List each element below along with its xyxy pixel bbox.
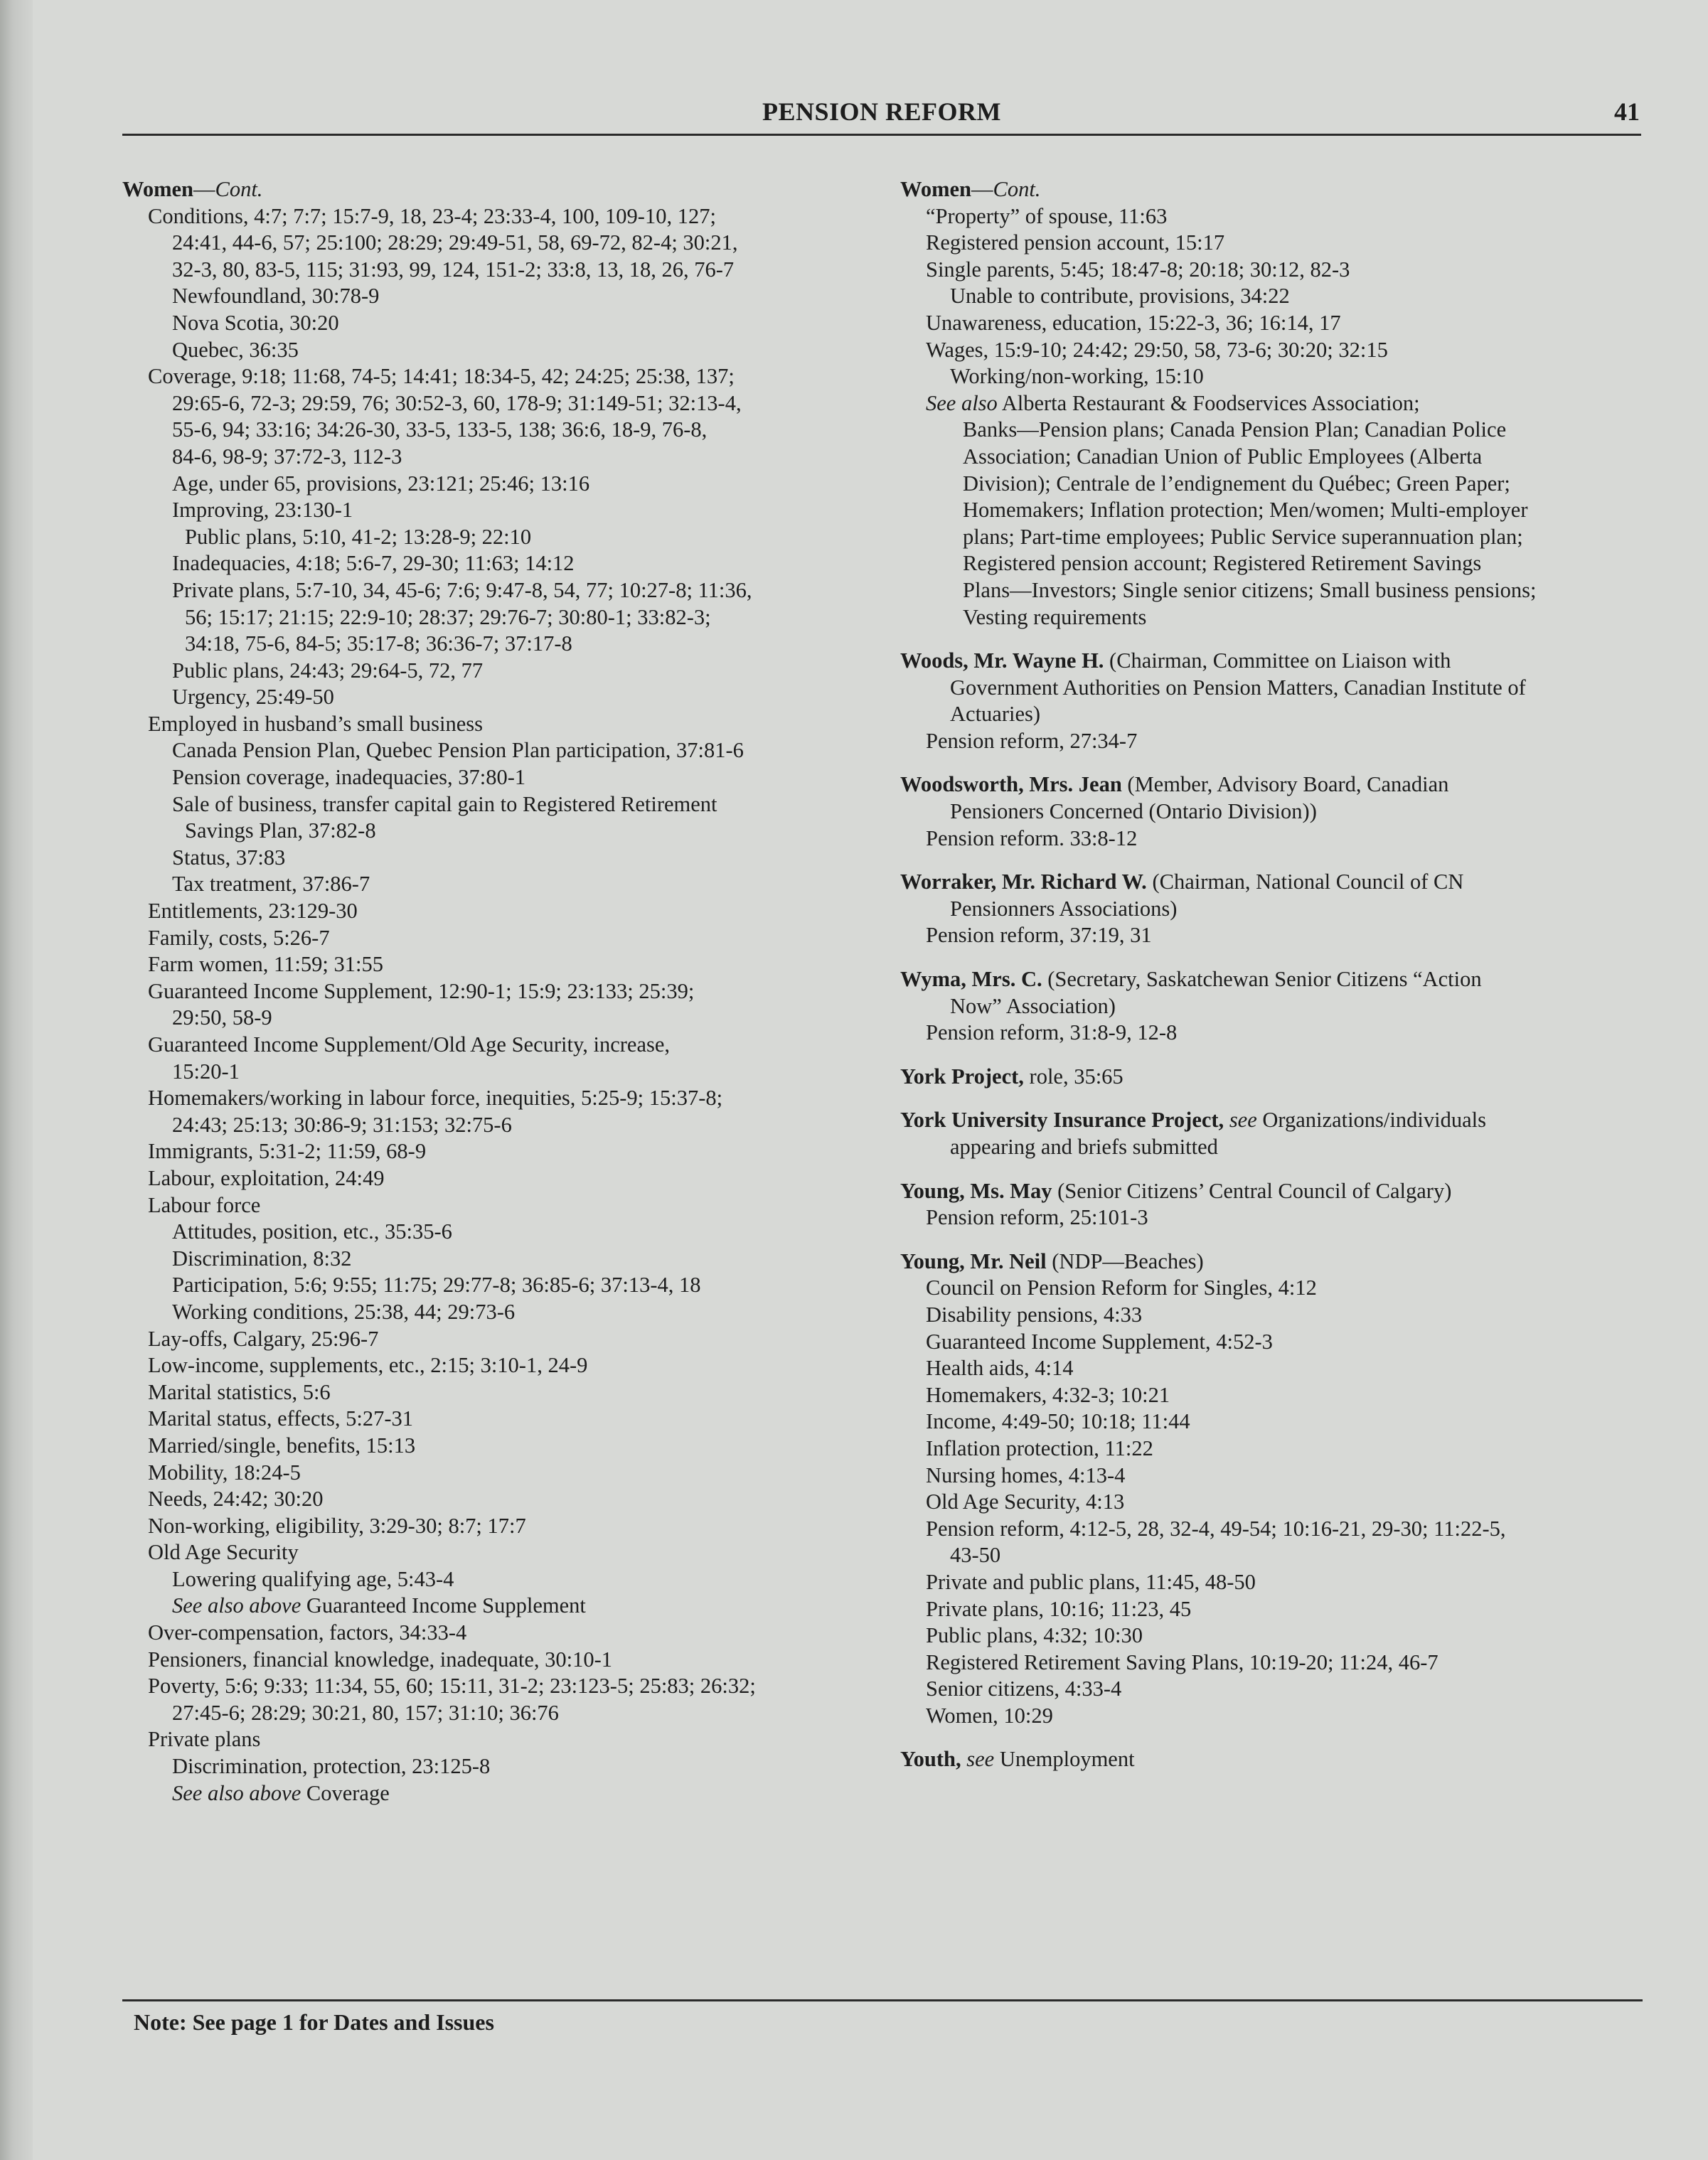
entry-text: Tax treatment, 37:86-7 bbox=[172, 872, 370, 897]
entry-text: Lowering qualifying age, 5:43-4 bbox=[172, 1566, 454, 1591]
index-subentry-line bbox=[900, 1408, 1647, 1435]
index-subentry-line bbox=[122, 737, 883, 764]
index-subentry-line bbox=[122, 658, 883, 685]
entry-text: Pension coverage, inadequacies, 37:80-1 bbox=[172, 765, 526, 790]
index-subentry-line bbox=[122, 1486, 883, 1513]
entry-text: 55-6, 94; 33:16; 34:26-30, 33-5, 133-5, 138; 36:6, 18-9, 76-8, bbox=[172, 417, 708, 442]
entry-gap bbox=[900, 1161, 1647, 1178]
index-subentry-line bbox=[900, 283, 1647, 310]
entry-text: Private plans bbox=[148, 1727, 261, 1752]
entry-gap bbox=[900, 949, 1647, 966]
index-subentry-line bbox=[122, 1700, 883, 1727]
index-subentry-line bbox=[122, 925, 883, 952]
entry-text: Homemakers; Inflation protection; Men/women; Multi-employer bbox=[963, 498, 1528, 523]
entry-text: 27:45-6; 28:29; 30:21, 80, 157; 31:10; 36:76 bbox=[172, 1700, 559, 1725]
entry-gap bbox=[900, 1090, 1647, 1107]
entry-text: Homemakers, 4:32-3; 10:21 bbox=[926, 1382, 1170, 1407]
entry-text: 34:18, 75-6, 84-5; 35:17-8; 36:36-7; 37:17-8 bbox=[185, 631, 572, 656]
entry-text: Status, 37:83 bbox=[172, 845, 286, 870]
index-subentry-line bbox=[900, 1489, 1647, 1516]
entry-text: Banks—Pension plans; Canada Pension Plan; Canadian Police bbox=[963, 417, 1507, 442]
entry-text: Organizations/individuals bbox=[1256, 1108, 1486, 1133]
entry-heading: Woodsworth, Mrs. Jean bbox=[900, 772, 1122, 797]
entry-text: Over-compensation, factors, 34:33-4 bbox=[148, 1620, 467, 1645]
index-subentry-line bbox=[122, 1566, 883, 1593]
entry-text: Labour force bbox=[148, 1192, 261, 1217]
page-number: 41 bbox=[1614, 97, 1640, 126]
entry-heading: Wyma, Mrs. C. bbox=[900, 967, 1042, 992]
index-subentry-line bbox=[900, 1435, 1647, 1463]
entry-gap bbox=[900, 631, 1647, 648]
entry-text: Old Age Security, 4:13 bbox=[926, 1490, 1125, 1514]
index-subentry-line bbox=[900, 675, 1647, 702]
entry-text: Unawareness, education, 15:22-3, 36; 16:14, 17 bbox=[926, 310, 1341, 335]
index-subentry-line bbox=[900, 363, 1647, 390]
index-subentry-line bbox=[122, 390, 883, 417]
index-subentry-line bbox=[122, 283, 883, 310]
entry-text: Immigrants, 5:31-2; 11:59, 68-9 bbox=[148, 1139, 427, 1164]
entry-text: Registered pension account, 15:17 bbox=[926, 230, 1225, 255]
entry-text: role, 35:65 bbox=[1023, 1064, 1123, 1089]
index-subentry-line bbox=[900, 1382, 1647, 1409]
index-subentry-line bbox=[122, 1780, 883, 1807]
index-subentry-line bbox=[122, 444, 883, 471]
entry-gap bbox=[900, 852, 1647, 869]
entry-text: Registered pension account; Registered Retirement Savings bbox=[963, 551, 1482, 576]
entry-text: Single parents, 5:45; 18:47-8; 20:18; 30:12, 82-3 bbox=[926, 257, 1350, 282]
entry-text: Working/non-working, 15:10 bbox=[950, 364, 1204, 389]
entry-text: (Senior Citizens’ Central Council of Calgary) bbox=[1052, 1178, 1452, 1203]
entry-text: Lay-offs, Calgary, 25:96-7 bbox=[148, 1326, 379, 1351]
index-subentry-line bbox=[900, 550, 1647, 577]
entry-text: Income, 4:49-50; 10:18; 11:44 bbox=[926, 1409, 1190, 1434]
index-subentry-line bbox=[900, 203, 1647, 230]
entry-text: Unable to contribute, provisions, 34:22 bbox=[950, 284, 1290, 309]
entry-heading: Women bbox=[900, 177, 971, 201]
entry-gap bbox=[900, 1729, 1647, 1746]
entry-text: Registered Retirement Saving Plans, 10:19-20; 11:24, 46-7 bbox=[926, 1650, 1439, 1674]
entry-text: Health aids, 4:14 bbox=[926, 1356, 1074, 1381]
entry-text: 84-6, 98-9; 37:72-3, 112-3 bbox=[172, 444, 402, 469]
index-subentry-line bbox=[122, 497, 883, 524]
entry-text: Marital status, effects, 5:27-31 bbox=[148, 1406, 413, 1431]
entry-text: Non-working, eligibility, 3:29-30; 8:7; 17:7 bbox=[148, 1513, 526, 1538]
entry-text: Government Authorities on Pension Matters, Canadian Institute of bbox=[950, 675, 1526, 700]
entry-text: — bbox=[971, 177, 993, 201]
index-subentry-line bbox=[900, 1204, 1647, 1231]
entry-text: 43-50 bbox=[950, 1543, 1001, 1568]
index-subentry-line bbox=[122, 898, 883, 925]
entry-text: Discrimination, protection, 23:125-8 bbox=[172, 1754, 491, 1779]
index-subentry-line bbox=[122, 524, 883, 551]
entry-heading: Youth, bbox=[900, 1747, 961, 1772]
index-subentry-line bbox=[122, 1753, 883, 1780]
entry-text: Vesting requirements bbox=[963, 604, 1147, 629]
entry-text: Council on Pension Reform for Singles, 4:12 bbox=[926, 1276, 1317, 1300]
entry-text: Pension reform. 33:8-12 bbox=[926, 825, 1138, 850]
entry-text: Low-income, supplements, etc., 2:15; 3:10-1, 24-9 bbox=[148, 1353, 588, 1378]
index-subentry-line bbox=[900, 825, 1647, 852]
entry-heading: York Project, bbox=[900, 1064, 1024, 1089]
index-subentry-line bbox=[900, 497, 1647, 524]
entry-text: Unemployment bbox=[994, 1747, 1135, 1772]
entry-heading: Woods, Mr. Wayne H. bbox=[900, 648, 1104, 673]
entry-text: Pension reform, 25:101-3 bbox=[926, 1205, 1148, 1230]
entry-text: Homemakers/working in labour force, inequities, 5:25-9; 15:37-8; bbox=[148, 1086, 723, 1111]
entry-text: Plans—Investors; Single senior citizens; Small business pensions; bbox=[963, 577, 1537, 602]
index-subentry-line bbox=[122, 257, 883, 284]
index-subentry-line bbox=[900, 1596, 1647, 1623]
index-subentry-line bbox=[900, 337, 1647, 364]
index-subentry-line bbox=[122, 337, 883, 364]
entry-text: Pensioners Concerned (Ontario Division)) bbox=[950, 799, 1317, 824]
index-subentry-line bbox=[900, 417, 1647, 444]
entry-text: Pension reform, 37:19, 31 bbox=[926, 923, 1152, 948]
entry-text: Guaranteed Income Supplement/Old Age Security, increase, bbox=[148, 1032, 671, 1057]
entry-text: Guaranteed Income Supplement, 4:52-3 bbox=[926, 1329, 1273, 1354]
index-subentry-line bbox=[900, 1134, 1647, 1161]
entry-text: Urgency, 25:49-50 bbox=[172, 685, 334, 710]
index-subentry-line bbox=[122, 1192, 883, 1219]
entry-text: 24:41, 44-6, 57; 25:100; 28:29; 29:49-51, 58, 69-72, 82-4; 30:21, bbox=[172, 230, 738, 255]
index-subentry-line bbox=[122, 1433, 883, 1460]
entry-heading: Worraker, Mr. Richard W. bbox=[900, 870, 1147, 894]
index-subentry-line bbox=[900, 444, 1647, 471]
index-subentry-line bbox=[122, 1059, 883, 1086]
entry-text: Coverage bbox=[301, 1780, 390, 1805]
entry-text: Poverty, 5:6; 9:33; 11:34, 55, 60; 15:11, 31-2; 23:123-5; 25:83; 26:32; bbox=[148, 1674, 756, 1699]
entry-text: Needs, 24:42; 30:20 bbox=[148, 1487, 324, 1512]
index-heading-line bbox=[900, 869, 1647, 896]
index-subentry-line bbox=[900, 1020, 1647, 1047]
entry-text: Canada Pension Plan, Quebec Pension Plan participation, 37:81-6 bbox=[172, 738, 744, 763]
index-subentry-line bbox=[900, 604, 1647, 631]
index-subentry-line bbox=[900, 1650, 1647, 1677]
index-heading-line bbox=[122, 176, 883, 203]
page-title: PENSION REFORM bbox=[762, 97, 1001, 126]
entry-text: Private plans, 10:16; 11:23, 45 bbox=[926, 1596, 1192, 1621]
entry-text: (Member, Advisory Board, Canadian bbox=[1121, 772, 1449, 797]
entry-text: Guaranteed Income Supplement, 12:90-1; 15:9; 23:133; 25:39; bbox=[148, 978, 695, 1003]
index-subentry-line bbox=[900, 1676, 1647, 1703]
entry-text: Employed in husband’s small business bbox=[148, 711, 484, 736]
italic-text: Cont. bbox=[215, 177, 263, 201]
index-subentry-line bbox=[900, 1622, 1647, 1650]
entry-text: Guaranteed Income Supplement bbox=[301, 1593, 586, 1618]
index-subentry-line bbox=[900, 577, 1647, 604]
entry-heading: York University Insurance Project, bbox=[900, 1108, 1224, 1133]
footer-note: Note: See page 1 for Dates and Issues bbox=[134, 2009, 494, 2035]
index-subentry-line bbox=[122, 1085, 883, 1112]
index-subentry-line bbox=[122, 1620, 883, 1647]
entry-text: 29:50, 58-9 bbox=[172, 1005, 272, 1030]
index-subentry-line bbox=[122, 363, 883, 390]
index-subentry-line bbox=[122, 1379, 883, 1406]
entry-heading: Young, Mr. Neil bbox=[900, 1249, 1047, 1273]
index-subentry-line bbox=[900, 728, 1647, 755]
entry-text: Division); Centrale de l’endignement du Québec; Green Paper; bbox=[963, 471, 1510, 496]
index-subentry-line bbox=[122, 417, 883, 444]
entry-text: (NDP—Beaches) bbox=[1046, 1249, 1204, 1273]
index-subentry-line bbox=[122, 1219, 883, 1246]
entry-text: Public plans, 24:43; 29:64-5, 72, 77 bbox=[172, 658, 484, 683]
index-heading-line bbox=[900, 1249, 1647, 1276]
index-subentry-line bbox=[900, 1703, 1647, 1730]
entry-text: “Property” of spouse, 11:63 bbox=[926, 203, 1168, 228]
entry-text: 56; 15:17; 21:15; 22:9-10; 28:37; 29:76-7; 30:80-1; 33:82-3; bbox=[185, 604, 711, 629]
index-subentry-line bbox=[122, 1272, 883, 1299]
entry-text: 15:20-1 bbox=[172, 1059, 240, 1084]
book-spine-shadow bbox=[0, 0, 33, 2160]
entry-text: Coverage, 9:18; 11:68, 74-5; 14:41; 18:34-5, 42; 24:25; 25:38, 137; bbox=[148, 364, 735, 389]
entry-text: Inflation protection, 11:22 bbox=[926, 1435, 1153, 1460]
index-heading-line bbox=[900, 648, 1647, 675]
index-subentry-line bbox=[122, 1246, 883, 1273]
entry-text: Working conditions, 25:38, 44; 29:73-6 bbox=[172, 1299, 516, 1324]
index-heading-line bbox=[900, 771, 1647, 798]
index-subentry-line bbox=[900, 1275, 1647, 1302]
index-subentry-line bbox=[122, 471, 883, 498]
entry-text: Inadequacies, 4:18; 5:6-7, 29-30; 11:63; 14:12 bbox=[172, 551, 575, 576]
index-subentry-line bbox=[900, 1329, 1647, 1356]
entry-text: Farm women, 11:59; 31:55 bbox=[148, 952, 383, 977]
index-subentry-line bbox=[122, 203, 883, 230]
entry-text: — bbox=[193, 177, 215, 201]
entry-text: Improving, 23:130-1 bbox=[172, 498, 353, 523]
entry-text: Private plans, 5:7-10, 34, 45-6; 7:6; 9:47-8, 54, 77; 10:27-8; 11:36, bbox=[172, 577, 752, 602]
index-subentry-line bbox=[122, 550, 883, 577]
index-subentry-line bbox=[122, 1726, 883, 1753]
entry-text: Wages, 15:9-10; 24:42; 29:50, 58, 73-6; 30:20; 32:15 bbox=[926, 337, 1388, 362]
index-subentry-line bbox=[122, 951, 883, 978]
index-subentry-line bbox=[900, 1355, 1647, 1382]
index-subentry-line bbox=[122, 1539, 883, 1566]
entry-text: Discrimination, 8:32 bbox=[172, 1246, 352, 1271]
entry-gap bbox=[900, 754, 1647, 771]
index-subentry-line bbox=[122, 310, 883, 337]
entry-text: Entitlements, 23:129-30 bbox=[148, 899, 358, 924]
index-subentry-line bbox=[122, 1326, 883, 1353]
entry-text: Participation, 5:6; 9:55; 11:75; 29:77-8; 36:85-6; 37:13-4, 18 bbox=[172, 1273, 701, 1298]
index-subentry-line bbox=[122, 1460, 883, 1487]
index-subentry-line bbox=[122, 791, 883, 818]
index-subentry-line bbox=[122, 845, 883, 872]
index-subentry-line bbox=[122, 1165, 883, 1192]
index-subentry-line bbox=[900, 230, 1647, 257]
entry-text: plans; Part-time employees; Public Service superannuation plan; bbox=[963, 524, 1523, 549]
index-subentry-line bbox=[122, 684, 883, 711]
index-subentry-line bbox=[122, 1352, 883, 1379]
index-heading-line bbox=[900, 1107, 1647, 1134]
entry-text: Quebec, 36:35 bbox=[172, 337, 299, 362]
index-subentry-line bbox=[900, 390, 1647, 417]
index-subentry-line bbox=[900, 798, 1647, 825]
index-subentry-line bbox=[122, 1593, 883, 1620]
index-subentry-line bbox=[122, 604, 883, 631]
index-subentry-line bbox=[122, 1299, 883, 1326]
italic-text: See also above bbox=[172, 1593, 301, 1618]
entry-text: Pensionners Associations) bbox=[950, 896, 1178, 921]
index-heading-line bbox=[900, 1178, 1647, 1205]
entry-text: Women, 10:29 bbox=[926, 1703, 1053, 1728]
index-column-right bbox=[900, 176, 1647, 1773]
entry-text: Disability pensions, 4:33 bbox=[926, 1302, 1143, 1327]
entry-text: Senior citizens, 4:33-4 bbox=[926, 1677, 1122, 1701]
running-head bbox=[122, 97, 1641, 136]
entry-text: 24:43; 25:13; 30:86-9; 31:153; 32:75-6 bbox=[172, 1112, 512, 1137]
index-subentry-line bbox=[122, 631, 883, 658]
index-subentry-line bbox=[122, 1005, 883, 1032]
index-subentry-line bbox=[122, 230, 883, 257]
index-subentry-line bbox=[900, 701, 1647, 728]
index-subentry-line bbox=[122, 711, 883, 738]
index-subentry-line bbox=[900, 1569, 1647, 1596]
index-subentry-line bbox=[122, 818, 883, 845]
entry-text bbox=[1224, 1108, 1229, 1132]
italic-text: see bbox=[1229, 1108, 1257, 1133]
entry-text: 32-3, 80, 83-5, 115; 31:93, 99, 124, 151-2; 33:8, 13, 18, 26, 76-7 bbox=[172, 257, 735, 282]
entry-gap bbox=[900, 1047, 1647, 1064]
index-subentry-line bbox=[900, 310, 1647, 337]
entry-text: Married/single, benefits, 15:13 bbox=[148, 1433, 416, 1458]
italic-text: See also bbox=[926, 390, 998, 415]
entry-text: Sale of business, transfer capital gain to Registered Retirement bbox=[172, 791, 717, 816]
index-subentry-line bbox=[122, 1647, 883, 1674]
entry-text: Pension reform, 31:8-9, 12-8 bbox=[926, 1020, 1178, 1045]
entry-text: Nova Scotia, 30:20 bbox=[172, 310, 339, 335]
index-heading-line bbox=[900, 966, 1647, 993]
italic-text: Cont. bbox=[993, 177, 1041, 201]
entry-gap bbox=[900, 1231, 1647, 1249]
entry-text: Association; Canadian Union of Public Employees (Alberta bbox=[963, 444, 1483, 469]
index-subentry-line bbox=[122, 764, 883, 791]
entry-text: Attitudes, position, etc., 35:35-6 bbox=[172, 1219, 452, 1244]
entry-text: Nursing homes, 4:13-4 bbox=[926, 1463, 1126, 1487]
index-subentry-line bbox=[900, 896, 1647, 923]
index-subentry-line bbox=[122, 1032, 883, 1059]
index-heading-line bbox=[900, 176, 1647, 203]
footer-rule bbox=[122, 1999, 1643, 2001]
index-subentry-line bbox=[122, 978, 883, 1005]
entry-text: Alberta Restaurant & Foodservices Association; bbox=[997, 390, 1420, 415]
entry-text: (Secretary, Saskatchewan Senior Citizens “Action bbox=[1042, 967, 1482, 992]
index-subentry-line bbox=[900, 993, 1647, 1020]
entry-text: Family, costs, 5:26-7 bbox=[148, 925, 330, 950]
italic-text: see bbox=[966, 1747, 995, 1772]
entry-text: Conditions, 4:7; 7:7; 15:7-9, 18, 23-4; 23:33-4, 100, 109-10, 127; bbox=[148, 203, 716, 228]
entry-text: Newfoundland, 30:78-9 bbox=[172, 284, 380, 309]
index-subentry-line bbox=[900, 1516, 1647, 1543]
entry-text: appearing and briefs submitted bbox=[950, 1135, 1218, 1159]
index-subentry-line bbox=[900, 1302, 1647, 1329]
index-heading-line bbox=[900, 1746, 1647, 1773]
entry-text: (Chairman, Committee on Liaison with bbox=[1104, 648, 1451, 673]
entry-text: Pension reform, 4:12-5, 28, 32-4, 49-54; 10:16-21, 29-30; 11:22-5, bbox=[926, 1516, 1506, 1541]
entry-text: Pensioners, financial knowledge, inadequate, 30:10-1 bbox=[148, 1647, 613, 1672]
entry-text: Marital statistics, 5:6 bbox=[148, 1379, 331, 1404]
entry-heading: Young, Ms. May bbox=[900, 1178, 1052, 1203]
index-column-left bbox=[122, 176, 883, 1807]
entry-text: 29:65-6, 72-3; 29:59, 76; 30:52-3, 60, 178-9; 31:149-51; 32:13-4, bbox=[172, 390, 742, 415]
index-heading-line bbox=[900, 1064, 1647, 1091]
entry-text: Public plans, 5:10, 41-2; 13:28-9; 22:10 bbox=[185, 524, 532, 549]
entry-text: Mobility, 18:24-5 bbox=[148, 1460, 301, 1485]
entry-text: Savings Plan, 37:82-8 bbox=[185, 818, 376, 843]
index-subentry-line bbox=[900, 1463, 1647, 1490]
index-subentry-line bbox=[122, 1112, 883, 1139]
index-subentry-line bbox=[122, 577, 883, 604]
index-subentry-line bbox=[900, 922, 1647, 949]
index-subentry-line bbox=[122, 871, 883, 898]
entry-text: Old Age Security bbox=[148, 1540, 299, 1565]
entry-text: Now” Association) bbox=[950, 993, 1116, 1018]
index-subentry-line bbox=[122, 1406, 883, 1433]
entry-text: Actuaries) bbox=[950, 702, 1041, 727]
index-subentry-line bbox=[900, 524, 1647, 551]
entry-text: (Chairman, National Council of CN bbox=[1146, 870, 1464, 894]
index-subentry-line bbox=[900, 257, 1647, 284]
index-subentry-line bbox=[900, 471, 1647, 498]
entry-heading: Women bbox=[122, 177, 193, 201]
italic-text: See also above bbox=[172, 1780, 301, 1805]
entry-text: Pension reform, 27:34-7 bbox=[926, 728, 1138, 753]
index-subentry-line bbox=[900, 1542, 1647, 1569]
entry-text: Private and public plans, 11:45, 48-50 bbox=[926, 1569, 1256, 1594]
entry-text: Public plans, 4:32; 10:30 bbox=[926, 1623, 1143, 1648]
index-subentry-line bbox=[122, 1513, 883, 1540]
entry-text: Age, under 65, provisions, 23:121; 25:46; 13:16 bbox=[172, 471, 590, 496]
index-subentry-line bbox=[122, 1673, 883, 1700]
index-subentry-line bbox=[122, 1138, 883, 1165]
entry-text: Labour, exploitation, 24:49 bbox=[148, 1165, 385, 1190]
